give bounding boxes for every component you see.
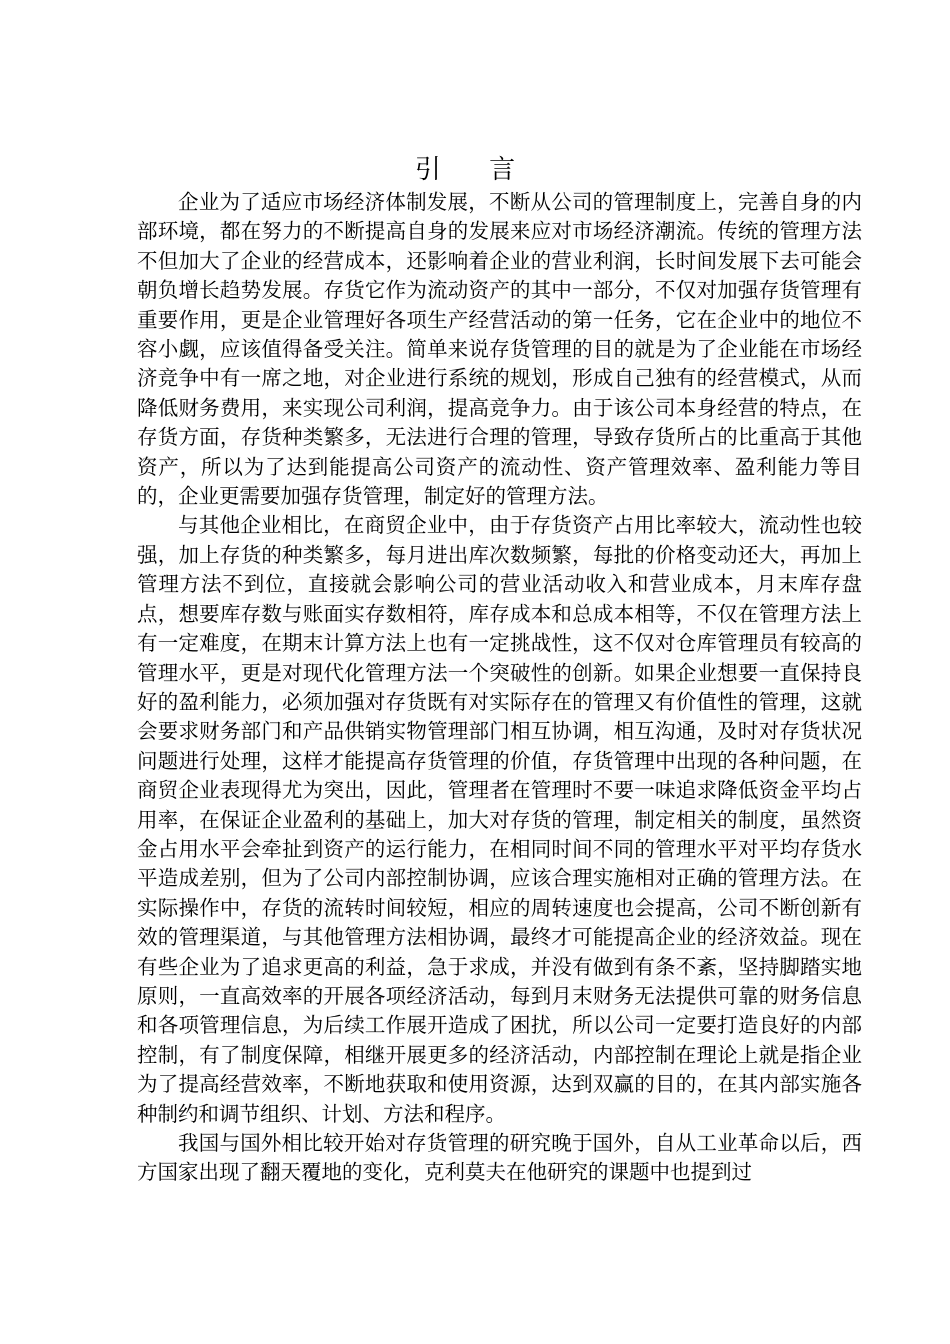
paragraph: 与其他企业相比，在商贸企业中，由于存货资产占用比率较大，流动性也较强，加上存货的种类繁多，每月进出库次数频繁，每批的价格变动还大，再加上管理方法不到位，直接就会影响公司的营业活动收入和营业成本，月末库存盘点，想要库存数与账面实存数相符，库存成本和总成本相等，不仅在管理方法上有一定难度，在期末计算方法上也有一定挑战性，这不仅对仓库管理员有较高的管理水平，更是对现代化管理方法一个突破性的创新。如果企业想要一直保持良好的盈利能力，必须加强对存货既有对实际存在的管理又有价值性的管理，这就会要求财务部门和产品供销实物管理部门相互协调，相互沟通，及时对存货状况问题进行处理，这样才能提高存货管理的价值，存货管理中出现的各种问题，在商贸企业表现得尤为突出，因此，管理者在管理时不要一味追求降低资金平均占用率，在保证企业盈利的基础上，加大对存货的管理，制定相关的制度，虽然资金占用水平会牵扯到资产的运行能力，在相同时间不同的管理水平对平均存货水平造成差别，但为了公司内部控制协调，应该合理实施相对正确的管理方法。在实际操作中，存货的流转时间较短，相应的周转速度也会提高，公司不断创新有效的管理渠道，与其他管理方法相协调，最终才可能提高企业的经济效益。现在有些企业为了追求更高的利益，急于求成，并没有做到有条不紊，坚持脚踏实地原则，一直高效率的开展各项经济活动，每到月末财务无法提供可靠的财务信息和各项管理信息，为后续工作展开造成了困扰，所以公司一定要打造良好的内部控制，有了制度保障，相继开展更多的经济活动，内部控制在理论上就是指企业为了提高经营效率，不断地获取和使用资源，达到双赢的目的，在其内部实施各种制约和调节组织、计划、方法和程序。 <box>137 513 862 1126</box>
paragraph: 企业为了适应市场经济体制发展，不断从公司的管理制度上，完善自身的内部环境，都在努力的不断提高自身的发展来应对市场经济潮流。传统的管理方法不但加大了企业的经营成本，还影响着企业的营业利润，长时间发展下去可能会朝负增长趋势发展。存货它作为流动资产的其中一部分，不仅对加强存货管理有重要作用，更是企业管理好各项生产经营活动的第一任务，它在企业中的地位不容小觑，应该值得备受关注。简单来说存货管理的目的就是为了企业能在市场经济竞争中有一席之地，对企业进行系统的规划，形成自己独有的经营模式，从而降低财务费用，来实现公司利润，提高竞争力。由于该公司本身经营的特点，在存货方面，存货种类繁多，无法进行合理的管理，导致存货所占的比重高于其他资产，所以为了达到能提高公司资产的流动性、资产管理效率、盈利能力等目的，企业更需要加强存货管理，制定好的管理方法。 <box>137 190 862 509</box>
paragraph: 我国与国外相比较开始对存货管理的研究晚于国外，自从工业革命以后，西方国家出现了翻天覆地的变化，克利莫夫在他研究的课题中也提到过 <box>137 1131 862 1185</box>
section-title: 引 言 <box>414 155 536 185</box>
body-text <box>137 188 862 1188</box>
